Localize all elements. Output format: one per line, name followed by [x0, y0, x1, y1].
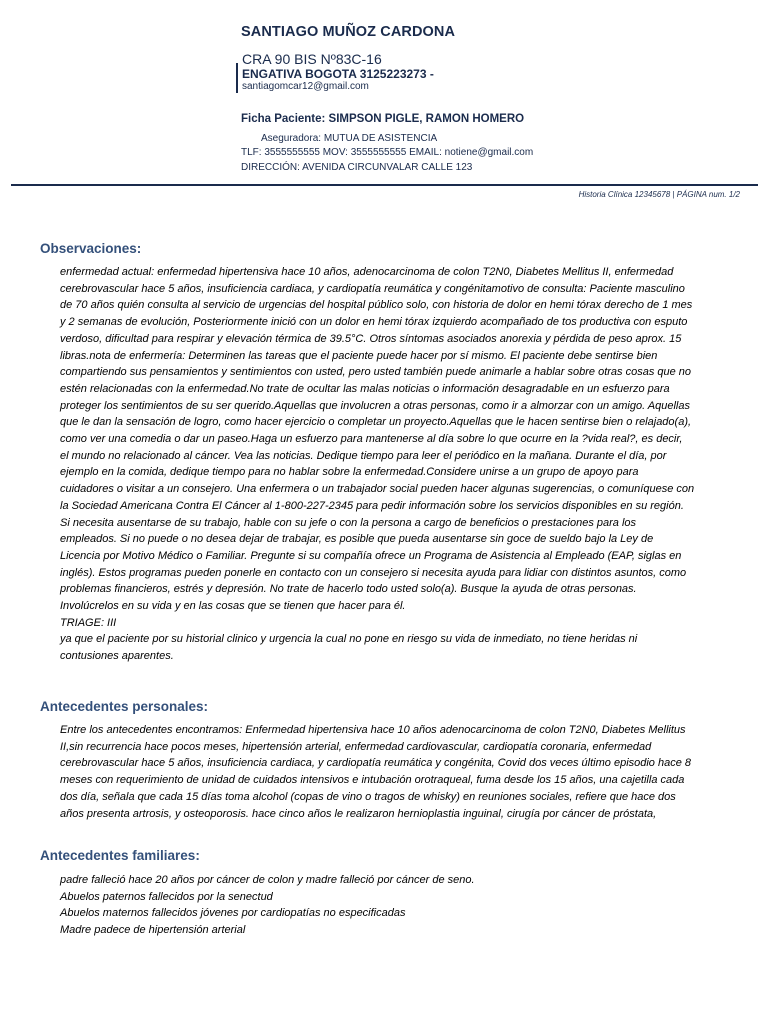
section-body-antecedentes-familiares [60, 872, 734, 939]
text-line: Madre padece de hipertensión arterial [60, 924, 246, 937]
text-line: Abuelos paternos fallecidos por la senectud [60, 890, 273, 903]
text-line: enfermedad actual: enfermedad hipertensiva hace 10 años, adenocarcinoma de colon T2N0, Diabetes Mellitus II, enfermedad [60, 266, 674, 278]
section-title-antecedentes-familiares: Antecedentes familiares: [40, 848, 200, 863]
text-line: dos día, señala que cada 15 días toma alcohol (copas de vino o tragos de whisky) en reuniones sociales, refiere que hace dos [60, 790, 676, 803]
text-line: II,sin recurrencia hace pocos meses, hipertensión arterial, enfermedad cardiovascular, cardiopatía coronaria, enfermedad [60, 740, 652, 753]
page-reference: Historia Clínica 12345678 | PÁGINA num. 1/2 [578, 190, 740, 199]
text-line: ya que el paciente por su historial clinico y urgencia la cual no pone en riesgo su vida de inmediato, no tiene heridas ni [60, 633, 638, 646]
text-line: problemas financieros, estrés y depresión. No trate de hacerlo todo usted solo(a). Busque la ayuda de otras personas. [60, 583, 637, 596]
text-line: compartiendo sus pensamientos y sentimientos con usted, pero usted también puede animarle a hablar sobre otras cosas que no [60, 366, 692, 379]
text-line: Licencia por Motivo Médico o Familiar. Pregunte si su compañía ofrece un Programa de Asistencia al Empleado (EAP, siglas en [60, 549, 682, 562]
section-body-antecedentes-personales [60, 722, 734, 822]
text-line: como ver una comedia o dar un paseo.Haga un esfuerzo para mantenerse al día sobre lo que ocurre en la ?vida real?, es decir, [60, 433, 683, 446]
text-line: Si necesita ausentarse de su trabajo, hable con su jefe o con la persona a cargo de beneficios o prestaciones para los [60, 516, 637, 529]
section-title-observaciones: Observaciones: [40, 241, 142, 256]
text-line: años presenta artrosis, y osteoporosis. hace cinco años le realizaron hernioplastia inguinal, cirugía por cáncer de próstata, [60, 807, 657, 820]
text-line: de 70 años quién consulta al servicio de urgencias del hospital público solo, con historia de dolor en hemi tórax derecho de 1 mes [60, 299, 693, 312]
text-line: que le dan la sensación de logro, como hacer ejercicio o completar un proyecto.Aquellas que le hacen sentirse bien o relajado(a), [60, 416, 692, 429]
text-line: la Sociedad Americana Contra El Cáncer al 1-800-227-2345 para pedir información sobre los servicios disponibles en su región. [60, 499, 684, 512]
doctor-email: santiagomcar12@gmail.com [242, 81, 369, 92]
text-line: Involúcrelos en su vida y en las cosas que se tienen que hacer para él. [60, 600, 406, 613]
text-line: verdoso, dificultad para respirar y elevación térmica de 39.5°C. Otros síntomas asociados anorexia y pérdida de peso aprox. 15 [60, 332, 682, 345]
patient-address: DIRECCIÓN: AVENIDA CIRCUNVALAR CALLE 123 [241, 162, 473, 173]
text-line: cerebrovascular hace 5 años, insuficiencia cardiaca, y cardiopatía reumática y congénitamotivo de consulta: Paciente masculino [60, 282, 685, 295]
header-divider [11, 184, 758, 186]
text-line: padre falleció hace 20 años por cáncer de colon y madre falleció por cáncer de seno. [60, 874, 475, 886]
section-body-observaciones [60, 264, 734, 665]
text-line: Abuelos maternos fallecidos jóvenes por cardiopatías no especificadas [60, 907, 406, 920]
address-line-1: CRA 90 BIS Nº83C-16 [242, 51, 382, 67]
address-line-2: ENGATIVA BOGOTA 3125223273 - [242, 67, 434, 81]
text-line: estén relacionadas con la enfermedad.No trate de ocultar las malas noticias o información desagradable en un esfuerzo para [60, 382, 670, 395]
patient-contact: TLF: 3555555555 MOV: 3555555555 EMAIL: notiene@gmail.com [241, 147, 534, 158]
text-line: contusiones aparentes. [60, 650, 174, 663]
text-line: Entre los antecedentes encontramos: Enfermedad hipertensiva hace 10 años adenocarcinoma de colon T2N0, Diabetes Mellitus [60, 724, 686, 736]
text-line: cuidadores o visitar a un consejero. Una enfermera o un trabajador social pueden hacer algunas sugerencias, o comuníquese con [60, 483, 695, 496]
text-line: ejemplo en la comida, dedique tiempo para no hablar sobre la enfermedad.Considere unirse a un grupo de apoyo para [60, 466, 639, 479]
patient-insurer: Aseguradora: MUTUA DE ASISTENCIA [261, 133, 438, 144]
text-line: inglés). Estos programas pueden ponerle en contacto con un consejero si necesita ayuda para lidiar con distintos asuntos, como [60, 566, 687, 579]
text-line: TRIAGE: III [60, 616, 117, 629]
text-line: el mundo no relacionado al cáncer. Vea las noticias. Dedique tiempo para leer el periódico en la mañana. Durante el día, por [60, 449, 667, 462]
text-line: meses con requerimiento de unidad de cuidados intensivos e intubación orotraqueal, fuma desde los 15 años, una cajetilla cada [60, 774, 685, 787]
text-line: cerebrovascular hace 5 años, insuficiencia cardiaca, y cardiopatía reumática y congénita, Covid dos veces último episodio hace 8 [60, 757, 692, 770]
text-line: y 2 semanas de evolución, Posteriormente inició con un dolor en hemi tórax izquierdo acompañado de tos productiva con esputo [60, 316, 688, 329]
patient-title: Ficha Paciente: SIMPSON PIGLE, RAMON HOMERO [241, 113, 525, 125]
section-title-antecedentes-personales: Antecedentes personales: [40, 699, 209, 714]
text-line: empleados. Si no puede o no desea dejar de trabajar, es posible que pueda ausentarse sin goce de sueldo bajo la Ley de [60, 533, 654, 546]
text-line: proteger los sentimientos de su ser querido.Aquellas que involucren a otras personas, como ir a almorzar con un amigo. Aquellas [60, 399, 690, 412]
address-accent-bar [236, 63, 238, 93]
doctor-name: SANTIAGO MUÑOZ CARDONA [241, 24, 456, 40]
text-line: libras.nota de enfermería: Determinen las tareas que el paciente puede hacer por sí mismo. El paciente debe sentirse bien [60, 349, 658, 362]
